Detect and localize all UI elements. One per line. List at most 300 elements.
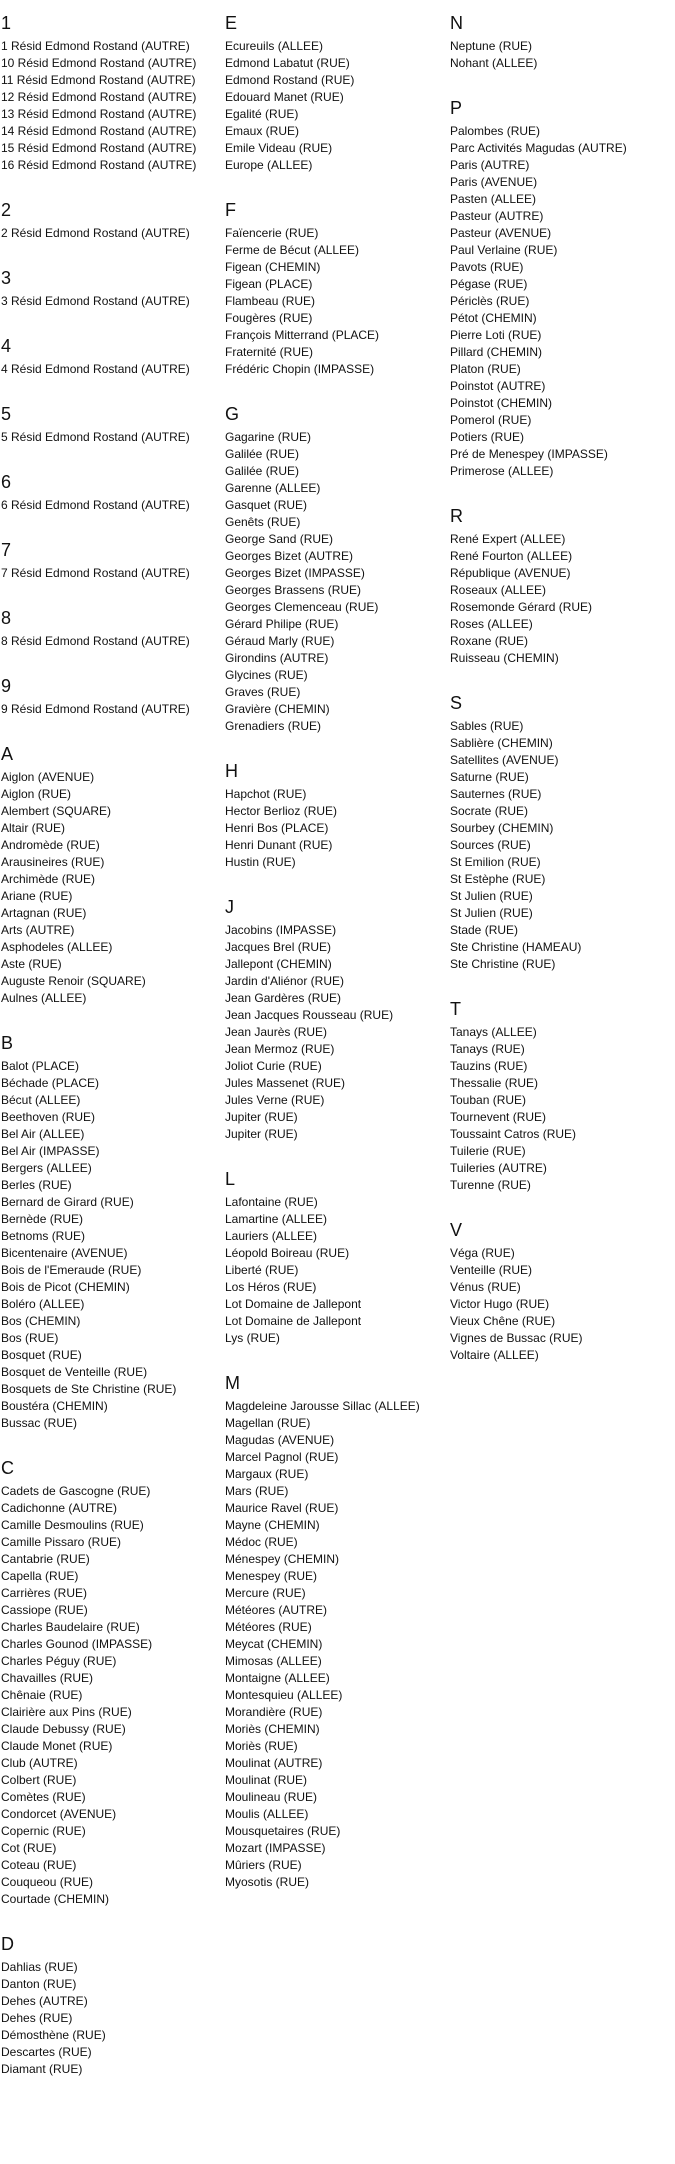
- street-link[interactable]: Pierre Loti (RUE): [450, 328, 542, 342]
- street-link[interactable]: Dehes (AUTRE): [1, 1994, 88, 2008]
- street-link[interactable]: Sables (RUE): [450, 719, 524, 733]
- street-link[interactable]: Dahlias (RUE): [1, 1960, 78, 1974]
- street-link[interactable]: Clairière aux Pins (RUE): [1, 1705, 132, 1719]
- street-link[interactable]: Arts (AUTRE): [1, 923, 75, 937]
- street-list: [450, 1024, 672, 1194]
- street-link[interactable]: Montesquieu (ALLEE): [225, 1688, 343, 1702]
- street-link[interactable]: Bicentenaire (AVENUE): [1, 1246, 128, 1260]
- street-link[interactable]: Hapchot (RUE): [225, 787, 307, 801]
- street-link[interactable]: 6 Résid Edmond Rostand (AUTRE): [1, 498, 190, 512]
- street-link[interactable]: Victor Hugo (RUE): [450, 1297, 550, 1311]
- street-link[interactable]: Claude Debussy (RUE): [1, 1722, 126, 1736]
- street-link[interactable]: Météores (RUE): [225, 1620, 312, 1634]
- index-section-n: [450, 12, 672, 72]
- street-link[interactable]: Jean Jacques Rousseau (RUE): [225, 1008, 394, 1022]
- index-section-f: [225, 199, 447, 378]
- street-link[interactable]: Mousquetaires (RUE): [225, 1824, 341, 1838]
- street-link[interactable]: Moriès (RUE): [225, 1739, 298, 1753]
- street-link[interactable]: Charles Gounod (IMPASSE): [1, 1637, 153, 1651]
- street-link[interactable]: Léopold Boireau (RUE): [225, 1246, 350, 1260]
- street-link[interactable]: Aiglon (RUE): [1, 787, 72, 801]
- street-link[interactable]: François Mitterrand (PLACE): [225, 328, 380, 342]
- street-link[interactable]: Jacques Brel (RUE): [225, 940, 332, 954]
- street-list: [1, 225, 223, 242]
- street-link[interactable]: Edmond Rostand (RUE): [225, 73, 355, 87]
- street-link[interactable]: Emile Videau (RUE): [225, 141, 333, 155]
- street-link[interactable]: Vieux Chêne (RUE): [450, 1314, 556, 1328]
- street-link[interactable]: Egalité (RUE): [225, 107, 299, 121]
- section-heading: F: [225, 200, 236, 220]
- street-link[interactable]: Comètes (RUE): [1, 1790, 86, 1804]
- street-link[interactable]: Graves (RUE): [225, 685, 301, 699]
- street-link[interactable]: Paul Verlaine (RUE): [450, 243, 558, 257]
- street-link[interactable]: Figean (PLACE): [225, 277, 313, 291]
- street-link[interactable]: Gasquet (RUE): [225, 498, 308, 512]
- street-link[interactable]: Carrières (RUE): [1, 1586, 88, 1600]
- index-section-1: [1, 12, 223, 174]
- street-link[interactable]: Touban (RUE): [450, 1093, 527, 1107]
- street-link[interactable]: Tuileries (AUTRE): [450, 1161, 547, 1175]
- index-section-j: [225, 896, 447, 1143]
- street-link[interactable]: Gravière (CHEMIN): [225, 702, 330, 716]
- street-link[interactable]: Roseaux (ALLEE): [450, 583, 547, 597]
- section-heading: P: [450, 98, 463, 118]
- street-link[interactable]: Jean Gardères (RUE): [225, 991, 342, 1005]
- street-link[interactable]: Henri Bos (PLACE): [225, 821, 329, 835]
- street-link[interactable]: Cadets de Gascogne (RUE): [1, 1484, 151, 1498]
- street-link[interactable]: Menespey (RUE): [225, 1569, 318, 1583]
- street-link[interactable]: Palombes (RUE): [450, 124, 541, 138]
- street-link[interactable]: Magdeleine Jarousse Sillac (ALLEE): [225, 1399, 420, 1413]
- street-link[interactable]: République (AVENUE): [450, 566, 571, 580]
- index-section-7: [1, 539, 223, 582]
- street-link[interactable]: Asphodeles (ALLEE): [1, 940, 113, 954]
- street-link[interactable]: Paris (AUTRE): [450, 158, 530, 172]
- section-heading: L: [225, 1169, 236, 1189]
- street-link[interactable]: Jallepont (CHEMIN): [225, 957, 332, 971]
- street-link[interactable]: 12 Résid Edmond Rostand (AUTRE): [1, 90, 197, 104]
- street-link[interactable]: Galilée (RUE): [225, 447, 300, 461]
- street-link[interactable]: Bos (RUE): [1, 1331, 59, 1345]
- street-link[interactable]: Jupiter (RUE): [225, 1127, 298, 1141]
- index-section-5: [1, 403, 223, 446]
- street-link[interactable]: Pavots (RUE): [450, 260, 524, 274]
- street-link[interactable]: Magellan (RUE): [225, 1416, 311, 1430]
- street-link[interactable]: Georges Bizet (AUTRE): [225, 549, 354, 563]
- street-link[interactable]: Turenne (RUE): [450, 1178, 531, 1192]
- street-link[interactable]: Claude Monet (RUE): [1, 1739, 113, 1753]
- street-link[interactable]: Médoc (RUE): [225, 1535, 298, 1549]
- index-column-2: [225, 0, 447, 1916]
- street-link[interactable]: Descartes (RUE): [1, 2045, 92, 2059]
- index-section-8: [1, 607, 223, 650]
- street-link[interactable]: Mimosas (ALLEE): [225, 1654, 322, 1668]
- street-link[interactable]: Meycat (CHEMIN): [225, 1637, 323, 1651]
- street-link[interactable]: Georges Bizet (IMPASSE): [225, 566, 365, 580]
- street-link[interactable]: Arausineires (RUE): [1, 855, 105, 869]
- street-link[interactable]: Aste (RUE): [1, 957, 62, 971]
- street-link[interactable]: Météores (AUTRE): [225, 1603, 328, 1617]
- street-link[interactable]: Betnoms (RUE): [1, 1229, 86, 1243]
- street-link[interactable]: Jules Massenet (RUE): [225, 1076, 346, 1090]
- index-section-a: [1, 743, 223, 1007]
- street-link[interactable]: Galilée (RUE): [225, 464, 300, 478]
- street-link[interactable]: Pré de Menespey (IMPASSE): [450, 447, 608, 461]
- street-link[interactable]: Aiglon (AVENUE): [1, 770, 95, 784]
- street-link[interactable]: Georges Clemenceau (RUE): [225, 600, 379, 614]
- index-column-3: [450, 0, 672, 1389]
- street-link[interactable]: Genêts (RUE): [225, 515, 301, 529]
- street-link[interactable]: Aulnes (ALLEE): [1, 991, 87, 1005]
- street-list: [1, 633, 223, 650]
- index-section-6: [1, 471, 223, 514]
- street-link[interactable]: Andromède (RUE): [1, 838, 100, 852]
- index-section-p: [450, 97, 672, 480]
- street-link[interactable]: St Julien (RUE): [450, 889, 533, 903]
- street-link[interactable]: Tuilerie (RUE): [450, 1144, 526, 1158]
- section-heading: M: [225, 1373, 240, 1393]
- street-link[interactable]: Pillard (CHEMIN): [450, 345, 543, 359]
- street-link[interactable]: Edmond Labatut (RUE): [225, 56, 350, 70]
- street-link[interactable]: Bussac (RUE): [1, 1416, 78, 1430]
- street-link[interactable]: 4 Résid Edmond Rostand (AUTRE): [1, 362, 190, 376]
- street-link[interactable]: Venteille (RUE): [450, 1263, 533, 1277]
- street-link[interactable]: Socrate (RUE): [450, 804, 529, 818]
- street-link[interactable]: Bos (CHEMIN): [1, 1314, 81, 1328]
- street-link[interactable]: Fraternité (RUE): [225, 345, 314, 359]
- street-link[interactable]: Chavailles (RUE): [1, 1671, 94, 1685]
- index-section-9: [1, 675, 223, 718]
- street-link[interactable]: 2 Résid Edmond Rostand (AUTRE): [1, 226, 190, 240]
- street-link[interactable]: Hector Berlioz (RUE): [225, 804, 338, 818]
- street-link[interactable]: Moulinat (AUTRE): [225, 1756, 323, 1770]
- street-link[interactable]: Archimède (RUE): [1, 872, 96, 886]
- street-link[interactable]: Capella (RUE): [1, 1569, 79, 1583]
- street-link[interactable]: Sources (RUE): [450, 838, 531, 852]
- street-link[interactable]: Voltaire (ALLEE): [450, 1348, 539, 1362]
- street-link[interactable]: Pasteur (AVENUE): [450, 226, 552, 240]
- street-link[interactable]: Fougères (RUE): [225, 311, 313, 325]
- street-link[interactable]: Pasten (ALLEE): [450, 192, 537, 206]
- street-link[interactable]: Cassiope (RUE): [1, 1603, 88, 1617]
- street-link[interactable]: Jupiter (RUE): [225, 1110, 298, 1124]
- street-link[interactable]: 1 Résid Edmond Rostand (AUTRE): [1, 39, 190, 53]
- street-link[interactable]: Coteau (RUE): [1, 1858, 77, 1872]
- street-link[interactable]: Cadichonne (AUTRE): [1, 1501, 118, 1515]
- street-link[interactable]: Marcel Pagnol (RUE): [225, 1450, 339, 1464]
- street-link[interactable]: Jacobins (IMPASSE): [225, 923, 337, 937]
- street-link[interactable]: Saturne (RUE): [450, 770, 529, 784]
- street-link[interactable]: Géraud Marly (RUE): [225, 634, 335, 648]
- index-section-h: [225, 760, 447, 871]
- street-link[interactable]: Grenadiers (RUE): [225, 719, 322, 733]
- street-link[interactable]: Mayne (CHEMIN): [225, 1518, 320, 1532]
- street-link[interactable]: Glycines (RUE): [225, 668, 308, 682]
- street-link[interactable]: Tanays (RUE): [450, 1042, 525, 1056]
- street-link[interactable]: Couqueou (RUE): [1, 1875, 94, 1889]
- street-list: [225, 1398, 447, 1891]
- street-link[interactable]: Faïencerie (RUE): [225, 226, 319, 240]
- street-link[interactable]: Tauzins (RUE): [450, 1059, 528, 1073]
- section-heading: G: [225, 404, 240, 424]
- street-link[interactable]: Balot (PLACE): [1, 1059, 80, 1073]
- street-link[interactable]: Dehes (RUE): [1, 2011, 73, 2025]
- street-link[interactable]: Jardin d'Aliénor (RUE): [225, 974, 344, 988]
- street-link[interactable]: Cot (RUE): [1, 1841, 57, 1855]
- street-link[interactable]: Primerose (ALLEE): [450, 464, 554, 478]
- street-link[interactable]: Berles (RUE): [1, 1178, 72, 1192]
- street-link[interactable]: Cantabrie (RUE): [1, 1552, 90, 1566]
- street-list: [1, 361, 223, 378]
- street-link[interactable]: Club (AUTRE): [1, 1756, 78, 1770]
- index-section-m: [225, 1372, 447, 1891]
- index-section-v: [450, 1219, 672, 1364]
- index-section-e: [225, 12, 447, 174]
- street-list: [450, 123, 672, 480]
- street-link[interactable]: Auguste Renoir (SQUARE): [1, 974, 146, 988]
- street-link[interactable]: Bernède (RUE): [1, 1212, 84, 1226]
- street-link[interactable]: Liberté (RUE): [225, 1263, 299, 1277]
- street-link[interactable]: Margaux (RUE): [225, 1467, 309, 1481]
- section-heading: J: [225, 897, 234, 917]
- street-link[interactable]: Condorcet (AVENUE): [1, 1807, 117, 1821]
- street-link[interactable]: Hustin (RUE): [225, 855, 296, 869]
- street-link[interactable]: Moulinat (RUE): [225, 1773, 308, 1787]
- street-link[interactable]: Pégase (RUE): [450, 277, 528, 291]
- street-link[interactable]: Henri Dunant (RUE): [225, 838, 333, 852]
- street-link[interactable]: Lys (RUE): [225, 1331, 280, 1345]
- street-link[interactable]: Colbert (RUE): [1, 1773, 77, 1787]
- street-link[interactable]: Danton (RUE): [1, 1977, 77, 1991]
- street-link[interactable]: Bel Air (IMPASSE): [1, 1144, 100, 1158]
- street-link[interactable]: Rosemonde Gérard (RUE): [450, 600, 593, 614]
- street-link[interactable]: Jean Mermoz (RUE): [225, 1042, 335, 1056]
- street-link[interactable]: Myosotis (RUE): [225, 1875, 310, 1889]
- street-link[interactable]: Camille Desmoulins (RUE): [1, 1518, 144, 1532]
- section-heading: 2: [1, 200, 12, 220]
- street-link[interactable]: Démosthène (RUE): [1, 2028, 106, 2042]
- street-link[interactable]: George Sand (RUE): [225, 532, 334, 546]
- street-link[interactable]: Boustéra (CHEMIN): [1, 1399, 108, 1413]
- street-link[interactable]: 14 Résid Edmond Rostand (AUTRE): [1, 124, 197, 138]
- street-link[interactable]: Ecureuils (ALLEE): [225, 39, 324, 53]
- street-link[interactable]: 16 Résid Edmond Rostand (AUTRE): [1, 158, 197, 172]
- section-heading: 4: [1, 336, 12, 356]
- street-link[interactable]: Gagarine (RUE): [225, 430, 312, 444]
- street-link[interactable]: 7 Résid Edmond Rostand (AUTRE): [1, 566, 190, 580]
- street-link[interactable]: Lot Domaine de Jallepont: [225, 1314, 362, 1328]
- street-list: [225, 429, 447, 735]
- street-link[interactable]: Moulis (ALLEE): [225, 1807, 309, 1821]
- index-section-d: [1, 1933, 223, 2078]
- street-link[interactable]: Artagnan (RUE): [1, 906, 87, 920]
- street-list: [1, 565, 223, 582]
- index-section-l: [225, 1168, 447, 1347]
- section-heading: 7: [1, 540, 12, 560]
- street-link[interactable]: 13 Résid Edmond Rostand (AUTRE): [1, 107, 197, 121]
- street-link[interactable]: Georges Brassens (RUE): [225, 583, 362, 597]
- street-link[interactable]: Périclès (RUE): [450, 294, 530, 308]
- street-link[interactable]: 15 Résid Edmond Rostand (AUTRE): [1, 141, 197, 155]
- street-link[interactable]: Frédéric Chopin (IMPASSE): [225, 362, 375, 376]
- street-link[interactable]: Bel Air (ALLEE): [1, 1127, 85, 1141]
- street-link[interactable]: 9 Résid Edmond Rostand (AUTRE): [1, 702, 190, 716]
- street-link[interactable]: Bécut (ALLEE): [1, 1093, 81, 1107]
- street-list: [1, 1058, 223, 1432]
- section-heading: 8: [1, 608, 12, 628]
- index-section-s: [450, 692, 672, 973]
- street-link[interactable]: 5 Résid Edmond Rostand (AUTRE): [1, 430, 190, 444]
- street-link[interactable]: Los Héros (RUE): [225, 1280, 317, 1294]
- street-link[interactable]: Roxane (RUE): [450, 634, 529, 648]
- index-column-1: [1, 0, 223, 2103]
- street-link[interactable]: Bois de l'Emeraude (RUE): [1, 1263, 142, 1277]
- street-link[interactable]: Mûriers (RUE): [225, 1858, 302, 1872]
- street-link[interactable]: Lamartine (ALLEE): [225, 1212, 328, 1226]
- index-section-c: [1, 1457, 223, 1908]
- street-link[interactable]: Sauternes (RUE): [450, 787, 542, 801]
- section-heading: 5: [1, 404, 12, 424]
- street-link[interactable]: Girondins (AUTRE): [225, 651, 329, 665]
- street-link[interactable]: Bosquet de Venteille (RUE): [1, 1365, 148, 1379]
- index-section-r: [450, 505, 672, 667]
- street-link[interactable]: Ménespey (CHEMIN): [225, 1552, 340, 1566]
- street-link[interactable]: Mozart (IMPASSE): [225, 1841, 326, 1855]
- street-list: [450, 718, 672, 973]
- street-link[interactable]: Flambeau (RUE): [225, 294, 316, 308]
- street-link[interactable]: Tournevent (RUE): [450, 1110, 547, 1124]
- street-link[interactable]: Béchade (PLACE): [1, 1076, 100, 1090]
- street-link[interactable]: Vignes de Bussac (RUE): [450, 1331, 583, 1345]
- street-link[interactable]: Ruisseau (CHEMIN): [450, 651, 559, 665]
- street-link[interactable]: Morandière (RUE): [225, 1705, 323, 1719]
- street-link[interactable]: Vénus (RUE): [450, 1280, 521, 1294]
- street-link[interactable]: Jean Jaurès (RUE): [225, 1025, 328, 1039]
- street-link[interactable]: Poinstot (CHEMIN): [450, 396, 553, 410]
- street-link[interactable]: Toussaint Catros (RUE): [450, 1127, 577, 1141]
- street-link[interactable]: Sablière (CHEMIN): [450, 736, 553, 750]
- section-heading: V: [450, 1220, 463, 1240]
- street-link[interactable]: Roses (ALLEE): [450, 617, 533, 631]
- section-heading: H: [225, 761, 238, 781]
- street-link[interactable]: Thessalie (RUE): [450, 1076, 539, 1090]
- street-link[interactable]: Paris (AVENUE): [450, 175, 538, 189]
- street-link[interactable]: Alembert (SQUARE): [1, 804, 112, 818]
- street-link[interactable]: Neptune (RUE): [450, 39, 533, 53]
- street-link[interactable]: Parc Activités Magudas (AUTRE): [450, 141, 627, 155]
- street-link[interactable]: Moulineau (RUE): [225, 1790, 318, 1804]
- street-link[interactable]: Poinstot (AUTRE): [450, 379, 546, 393]
- street-link[interactable]: Courtade (CHEMIN): [1, 1892, 110, 1906]
- street-list: [450, 1245, 672, 1364]
- street-link[interactable]: St Emilion (RUE): [450, 855, 541, 869]
- street-link[interactable]: Platon (RUE): [450, 362, 521, 376]
- street-link[interactable]: Bernard de Girard (RUE): [1, 1195, 134, 1209]
- street-link[interactable]: Bosquets de Ste Christine (RUE): [1, 1382, 177, 1396]
- street-link[interactable]: René Fourton (ALLEE): [450, 549, 573, 563]
- street-list: [225, 922, 447, 1143]
- street-link[interactable]: Moriès (CHEMIN): [225, 1722, 320, 1736]
- section-heading: S: [450, 693, 463, 713]
- street-link[interactable]: Gérard Philipe (RUE): [225, 617, 339, 631]
- street-link[interactable]: Nohant (ALLEE): [450, 56, 538, 70]
- street-link[interactable]: Satellites (AVENUE): [450, 753, 559, 767]
- street-link[interactable]: Chênaie (RUE): [1, 1688, 83, 1702]
- street-link[interactable]: Magudas (AVENUE): [225, 1433, 335, 1447]
- street-link[interactable]: 11 Résid Edmond Rostand (AUTRE): [1, 73, 196, 87]
- street-link[interactable]: René Expert (ALLEE): [450, 532, 566, 546]
- street-link[interactable]: Charles Péguy (RUE): [1, 1654, 117, 1668]
- street-link[interactable]: Mars (RUE): [225, 1484, 289, 1498]
- section-heading: R: [450, 506, 463, 526]
- street-link[interactable]: St Estèphe (RUE): [450, 872, 546, 886]
- street-link[interactable]: Bosquet (RUE): [1, 1348, 82, 1362]
- street-link[interactable]: Maurice Ravel (RUE): [225, 1501, 339, 1515]
- street-link[interactable]: Lot Domaine de Jallepont: [225, 1297, 362, 1311]
- street-link[interactable]: Tanays (ALLEE): [450, 1025, 537, 1039]
- street-link[interactable]: Pasteur (AUTRE): [450, 209, 544, 223]
- street-link[interactable]: Mercure (RUE): [225, 1586, 306, 1600]
- street-link[interactable]: Lafontaine (RUE): [225, 1195, 318, 1209]
- street-list: [225, 225, 447, 378]
- street-link[interactable]: Pomerol (RUE): [450, 413, 532, 427]
- street-link[interactable]: Bergers (ALLEE): [1, 1161, 92, 1175]
- street-link[interactable]: Véga (RUE): [450, 1246, 515, 1260]
- street-link[interactable]: Altair (RUE): [1, 821, 66, 835]
- street-link[interactable]: Europe (ALLEE): [225, 158, 313, 172]
- street-link[interactable]: Edouard Manet (RUE): [225, 90, 344, 104]
- section-heading: D: [1, 1934, 14, 1954]
- street-link[interactable]: Pétot (CHEMIN): [450, 311, 537, 325]
- street-link[interactable]: Jules Verne (RUE): [225, 1093, 325, 1107]
- section-heading: N: [450, 13, 463, 33]
- street-link[interactable]: Lauriers (ALLEE): [225, 1229, 318, 1243]
- street-link[interactable]: Sourbey (CHEMIN): [450, 821, 554, 835]
- street-link[interactable]: Garenne (ALLEE): [225, 481, 321, 495]
- section-heading: 6: [1, 472, 12, 492]
- street-link[interactable]: Ariane (RUE): [1, 889, 73, 903]
- street-link[interactable]: Montaigne (ALLEE): [225, 1671, 330, 1685]
- street-link[interactable]: 10 Résid Edmond Rostand (AUTRE): [1, 56, 197, 70]
- street-link[interactable]: Ste Christine (RUE): [450, 957, 556, 971]
- section-heading: 9: [1, 676, 12, 696]
- street-link[interactable]: Stade (RUE): [450, 923, 519, 937]
- index-section-t: [450, 998, 672, 1194]
- street-list: [225, 38, 447, 174]
- street-link[interactable]: Joliot Curie (RUE): [225, 1059, 322, 1073]
- street-link[interactable]: Beethoven (RUE): [1, 1110, 96, 1124]
- street-list: [1, 293, 223, 310]
- street-link[interactable]: St Julien (RUE): [450, 906, 533, 920]
- street-link[interactable]: Ferme de Bécut (ALLEE): [225, 243, 360, 257]
- street-link[interactable]: 3 Résid Edmond Rostand (AUTRE): [1, 294, 190, 308]
- street-list: [1, 429, 223, 446]
- street-link[interactable]: Boléro (ALLEE): [1, 1297, 85, 1311]
- index-section-b: [1, 1032, 223, 1432]
- street-link[interactable]: Camille Pissaro (RUE): [1, 1535, 122, 1549]
- street-list: [1, 497, 223, 514]
- street-link[interactable]: Bois de Picot (CHEMIN): [1, 1280, 130, 1294]
- street-link[interactable]: Potiers (RUE): [450, 430, 525, 444]
- street-link[interactable]: Figean (CHEMIN): [225, 260, 321, 274]
- section-heading: B: [1, 1033, 14, 1053]
- street-link[interactable]: 8 Résid Edmond Rostand (AUTRE): [1, 634, 190, 648]
- street-link[interactable]: Copernic (RUE): [1, 1824, 86, 1838]
- street-link[interactable]: Charles Baudelaire (RUE): [1, 1620, 140, 1634]
- street-link[interactable]: Emaux (RUE): [225, 124, 300, 138]
- street-link[interactable]: Diamant (RUE): [1, 2062, 83, 2076]
- street-link[interactable]: Ste Christine (HAMEAU): [450, 940, 582, 954]
